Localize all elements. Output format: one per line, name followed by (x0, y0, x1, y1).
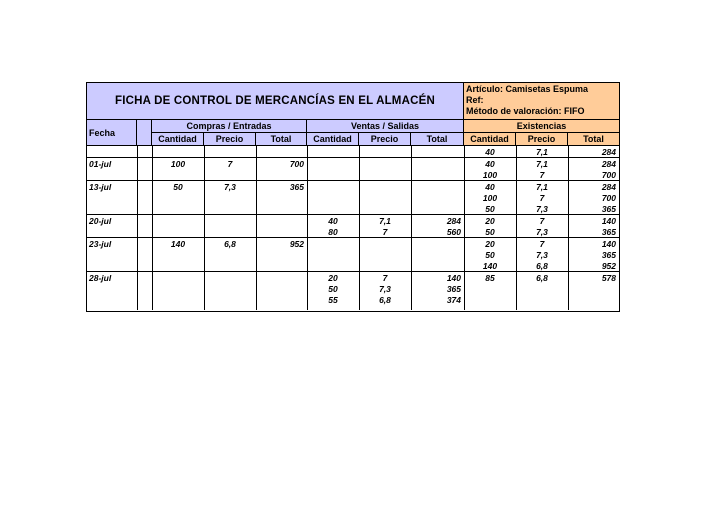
row-divider (87, 271, 619, 272)
ventas-cantidad-value: 55 (328, 295, 338, 305)
article-info (464, 83, 619, 120)
existencias-precio-value: 7 (539, 239, 545, 249)
subheader-existencias-total: Total (568, 132, 619, 146)
existencias-total-value: 578 (601, 273, 616, 283)
valuation-method: Método de valoración: FIFO (466, 106, 585, 117)
existencias-cantidad-value: 100 (482, 170, 498, 180)
column-divider (152, 146, 153, 310)
existencias-total-value: 284 (601, 147, 616, 157)
column-divider (516, 146, 517, 310)
existencias-cantidad-value: 20 (485, 216, 495, 226)
subheader-ventas-cantidad: Cantidad (307, 132, 359, 146)
row-fecha: 01-jul (89, 159, 112, 169)
column-divider (411, 146, 412, 310)
row-divider (87, 214, 619, 215)
row-fecha: 23-jul (89, 239, 112, 249)
header-spacer (137, 120, 152, 146)
ventas-total-value: 284 (446, 216, 461, 226)
column-divider (307, 146, 308, 310)
row-divider (87, 157, 619, 158)
column-divider (359, 146, 360, 310)
row-divider (87, 180, 619, 181)
existencias-precio-value: 7,1 (536, 159, 548, 169)
ventas-total-value: 374 (446, 295, 461, 305)
subheader-ventas-precio: Precio (359, 132, 411, 146)
existencias-total-value: 700 (601, 193, 616, 203)
ventas-precio-value: 7,1 (379, 216, 391, 226)
compras-precio-value: 7,3 (224, 182, 236, 192)
existencias-cantidad-value: 50 (485, 227, 495, 237)
compras-cantidad-value: 140 (170, 239, 186, 249)
ventas-cantidad-value: 20 (328, 273, 338, 283)
subheader-compras-total: Total (256, 132, 307, 146)
header-ventas: Ventas / Salidas (307, 120, 464, 132)
existencias-precio-value: 7,3 (536, 250, 548, 260)
ventas-total-value: 140 (446, 273, 461, 283)
subheader-existencias-cantidad: Cantidad (464, 132, 516, 146)
existencias-total-value: 365 (601, 227, 616, 237)
existencias-cantidad-value: 140 (482, 261, 498, 271)
ventas-precio-value: 6,8 (379, 295, 391, 305)
existencias-cantidad-value: 85 (485, 273, 495, 283)
existencias-cantidad-value: 40 (485, 159, 495, 169)
column-divider (204, 146, 205, 310)
existencias-total-value: 284 (601, 182, 616, 192)
row-fecha: 13-jul (89, 182, 112, 192)
column-divider (464, 146, 465, 310)
compras-total-value: 365 (289, 182, 304, 192)
compras-cantidad-value: 50 (173, 182, 183, 192)
existencias-precio-value: 7,1 (536, 147, 548, 157)
existencias-precio-value: 6,8 (536, 273, 548, 283)
ventas-precio-value: 7 (382, 227, 388, 237)
existencias-total-value: 365 (601, 204, 616, 214)
ventas-cantidad-value: 80 (328, 227, 338, 237)
sheet-title: FICHA DE CONTROL DE MERCANCÍAS EN EL ALMACÉN (87, 83, 464, 120)
compras-cantidad-value: 100 (170, 159, 186, 169)
ventas-cantidad-value: 40 (328, 216, 338, 226)
existencias-precio-value: 7,1 (536, 182, 548, 192)
ventas-total-value: 560 (446, 227, 461, 237)
subheader-existencias-precio: Precio (516, 132, 568, 146)
existencias-total-value: 140 (601, 216, 616, 226)
subheader-compras-precio: Precio (204, 132, 256, 146)
header-fecha: Fecha (87, 120, 137, 146)
existencias-precio-value: 7 (539, 216, 545, 226)
stock-control-sheet (86, 82, 620, 312)
compras-precio-value: 7 (227, 159, 233, 169)
existencias-precio-value: 7 (539, 193, 545, 203)
row-fecha: 20-jul (89, 216, 112, 226)
article-name: Artículo: Camisetas Espuma (466, 84, 589, 94)
compras-precio-value: 6,8 (224, 239, 236, 249)
ventas-precio-value: 7 (382, 273, 388, 283)
article-ref: Ref: (466, 95, 484, 106)
existencias-total-value: 284 (601, 159, 616, 169)
subheader-compras-cantidad: Cantidad (152, 132, 204, 146)
existencias-total-value: 700 (601, 170, 616, 180)
compras-total-value: 700 (289, 159, 304, 169)
existencias-precio-value: 7,3 (536, 227, 548, 237)
existencias-precio-value: 7,3 (536, 204, 548, 214)
existencias-cantidad-value: 40 (485, 147, 495, 157)
ventas-total-value: 365 (446, 284, 461, 294)
compras-total-value: 952 (289, 239, 304, 249)
row-divider (87, 237, 619, 238)
existencias-precio-value: 7 (539, 170, 545, 180)
existencias-cantidad-value: 100 (482, 193, 498, 203)
existencias-cantidad-value: 50 (485, 204, 495, 214)
existencias-cantidad-value: 50 (485, 250, 495, 260)
existencias-precio-value: 6,8 (536, 261, 548, 271)
header-compras: Compras / Entradas (152, 120, 307, 132)
existencias-cantidad-value: 20 (485, 239, 495, 249)
column-divider (568, 146, 569, 310)
existencias-total-value: 952 (601, 261, 616, 271)
existencias-total-value: 140 (601, 239, 616, 249)
existencias-cantidad-value: 40 (485, 182, 495, 192)
column-divider (137, 146, 138, 310)
row-fecha: 28-jul (89, 273, 112, 283)
header-existencias: Existencias (464, 120, 619, 132)
subheader-ventas-total: Total (411, 132, 464, 146)
ventas-cantidad-value: 50 (328, 284, 338, 294)
ventas-precio-value: 7,3 (379, 284, 391, 294)
existencias-total-value: 365 (601, 250, 616, 260)
column-divider (256, 146, 257, 310)
